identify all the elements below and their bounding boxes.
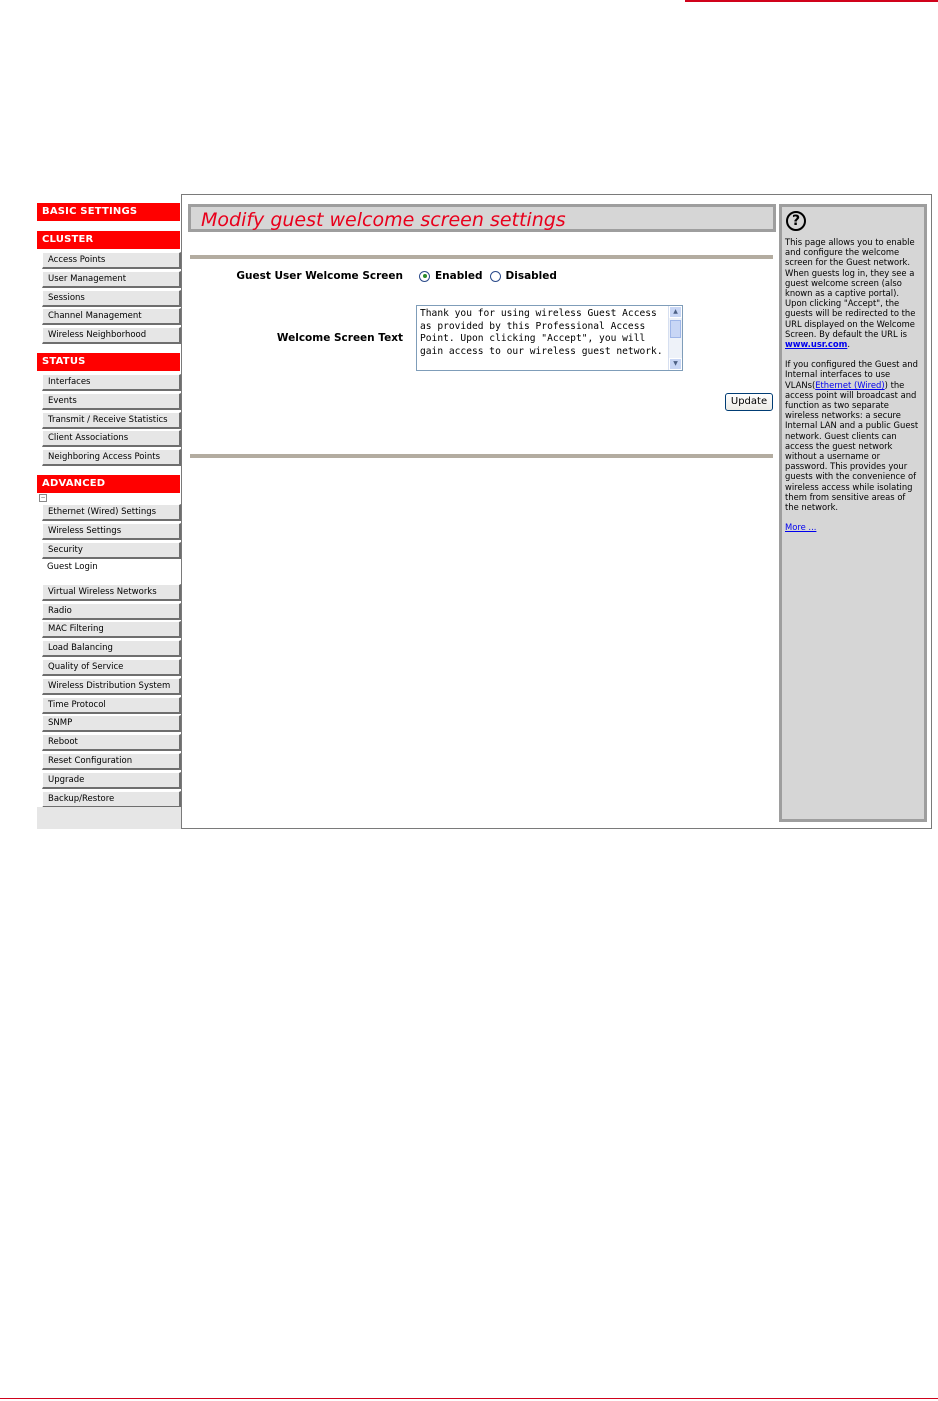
welcome-text-value[interactable]: Thank you for using wireless Guest Access as provided by this Professional Access Point. Upon clicking "Accept", you will gain access to our wireless guest network.: [420, 308, 663, 357]
sidebar-item-wireless-neighborhood[interactable]: Wireless Neighborhood: [42, 327, 181, 344]
collapse-minus-icon[interactable]: −: [40, 494, 46, 501]
usr-com-link[interactable]: www.usr.com: [785, 339, 848, 350]
welcome-text-textarea[interactable]: [416, 305, 683, 371]
welcome-screen-label: Guest User Welcome Screen: [236, 270, 403, 282]
sidebar-footer-fill: [37, 807, 182, 829]
more-link[interactable]: More ...: [785, 522, 817, 533]
scroll-thumb[interactable]: [670, 320, 681, 338]
radio-disabled[interactable]: [490, 271, 501, 282]
help-panel: [779, 204, 927, 822]
main-content-frame: [181, 194, 932, 829]
sidebar-item-mac-filtering[interactable]: MAC Filtering: [42, 621, 181, 638]
page-title: Modify guest welcome screen settings: [201, 209, 566, 231]
radio-enabled-label[interactable]: Enabled: [435, 270, 483, 282]
sidebar-header-advanced[interactable]: ADVANCED: [37, 475, 180, 493]
sidebar-item-upgrade[interactable]: Upgrade: [42, 772, 181, 789]
help-p2-end: ) the access point will broadcast and function as two separate wireless networks: a secure Internal LAN and a public Guest network. Guest clients can access the guest network without a username or password. This provides your guests with the convenience of wireless access while isolating them from sensitive areas of the network.: [785, 379, 919, 513]
help-text: [785, 237, 921, 542]
page-bottom-rule: [0, 1398, 938, 1399]
help-paragraph-2: [785, 359, 921, 512]
scroll-down-arrow-icon[interactable]: ▼: [669, 358, 682, 370]
welcome-screen-radio-group: [419, 270, 564, 282]
sidebar-item-radio[interactable]: Radio: [42, 603, 181, 620]
sidebar-nav: [37, 195, 182, 829]
welcome-text-label: Welcome Screen Text: [276, 332, 403, 344]
sidebar-item-quality-of-service[interactable]: Quality of Service: [42, 659, 181, 676]
sidebar-header-basic-settings[interactable]: BASIC SETTINGS: [37, 203, 180, 221]
sidebar-item-access-points[interactable]: Access Points: [42, 252, 181, 269]
sidebar-item-guest-login[interactable]: Guest Login: [42, 560, 181, 577]
radio-disabled-label[interactable]: Disabled: [505, 270, 557, 282]
bottom-divider: [190, 454, 773, 458]
sidebar-item-channel-management[interactable]: Channel Management: [42, 308, 181, 325]
help-p2-start: If you configured the Guest and Internal interfaces to use VLANs(: [785, 359, 918, 390]
sidebar-item-backup-restore[interactable]: Backup/Restore: [42, 791, 181, 808]
sidebar-item-security[interactable]: Security: [42, 542, 181, 559]
scroll-up-arrow-icon[interactable]: ▲: [669, 306, 682, 318]
help-paragraph-1: [785, 237, 921, 349]
sidebar-item-time-protocol[interactable]: Time Protocol: [42, 697, 181, 714]
sidebar-item-sessions[interactable]: Sessions: [42, 290, 181, 307]
sidebar-item-events[interactable]: Events: [42, 393, 181, 410]
sidebar-item-ethernet-wired-settings[interactable]: Ethernet (Wired) Settings: [42, 504, 181, 521]
sidebar-item-virtual-wireless-networks[interactable]: Virtual Wireless Networks: [42, 584, 181, 601]
sidebar-item-user-management[interactable]: User Management: [42, 271, 181, 288]
sidebar-item-client-associations[interactable]: Client Associations: [42, 430, 181, 447]
sidebar-item-neighboring-access-points[interactable]: Neighboring Access Points: [42, 449, 181, 466]
sidebar-item-reboot[interactable]: Reboot: [42, 734, 181, 751]
sidebar-item-reset-configuration[interactable]: Reset Configuration: [42, 753, 181, 770]
help-p1-text: This page allows you to enable and configure the welcome screen for the Guest network. When guests log in, they see a guest welcome screen (also known as a captive portal). Upon clicking "Accept", the guests will be redirected to the URL displayed on the Welcome Screen. By default the URL is: [785, 237, 916, 339]
sidebar-header-cluster[interactable]: CLUSTER: [37, 231, 180, 249]
sidebar-item-snmp[interactable]: SNMP: [42, 715, 181, 732]
sidebar-item-wireless-distribution-system[interactable]: Wireless Distribution System: [42, 678, 181, 695]
textarea-scrollbar[interactable]: [668, 306, 682, 370]
help-p1-end: .: [847, 339, 851, 350]
sidebar-item-interfaces[interactable]: Interfaces: [42, 374, 181, 391]
help-paragraph-more: [785, 522, 921, 532]
update-button[interactable]: Update: [725, 393, 773, 411]
radio-enabled[interactable]: [419, 271, 430, 282]
sidebar-header-status[interactable]: STATUS: [37, 353, 180, 371]
page-title-bar: [188, 204, 776, 232]
sidebar-item-transmit-receive-statistics[interactable]: Transmit / Receive Statistics: [42, 412, 181, 429]
page-top-rule: [685, 0, 938, 2]
top-divider: [190, 255, 773, 259]
sidebar-item-load-balancing[interactable]: Load Balancing: [42, 640, 181, 657]
help-question-icon: ?: [786, 211, 806, 231]
ethernet-wired-link[interactable]: Ethernet (Wired): [815, 379, 885, 390]
sidebar-item-wireless-settings[interactable]: Wireless Settings: [42, 523, 181, 540]
